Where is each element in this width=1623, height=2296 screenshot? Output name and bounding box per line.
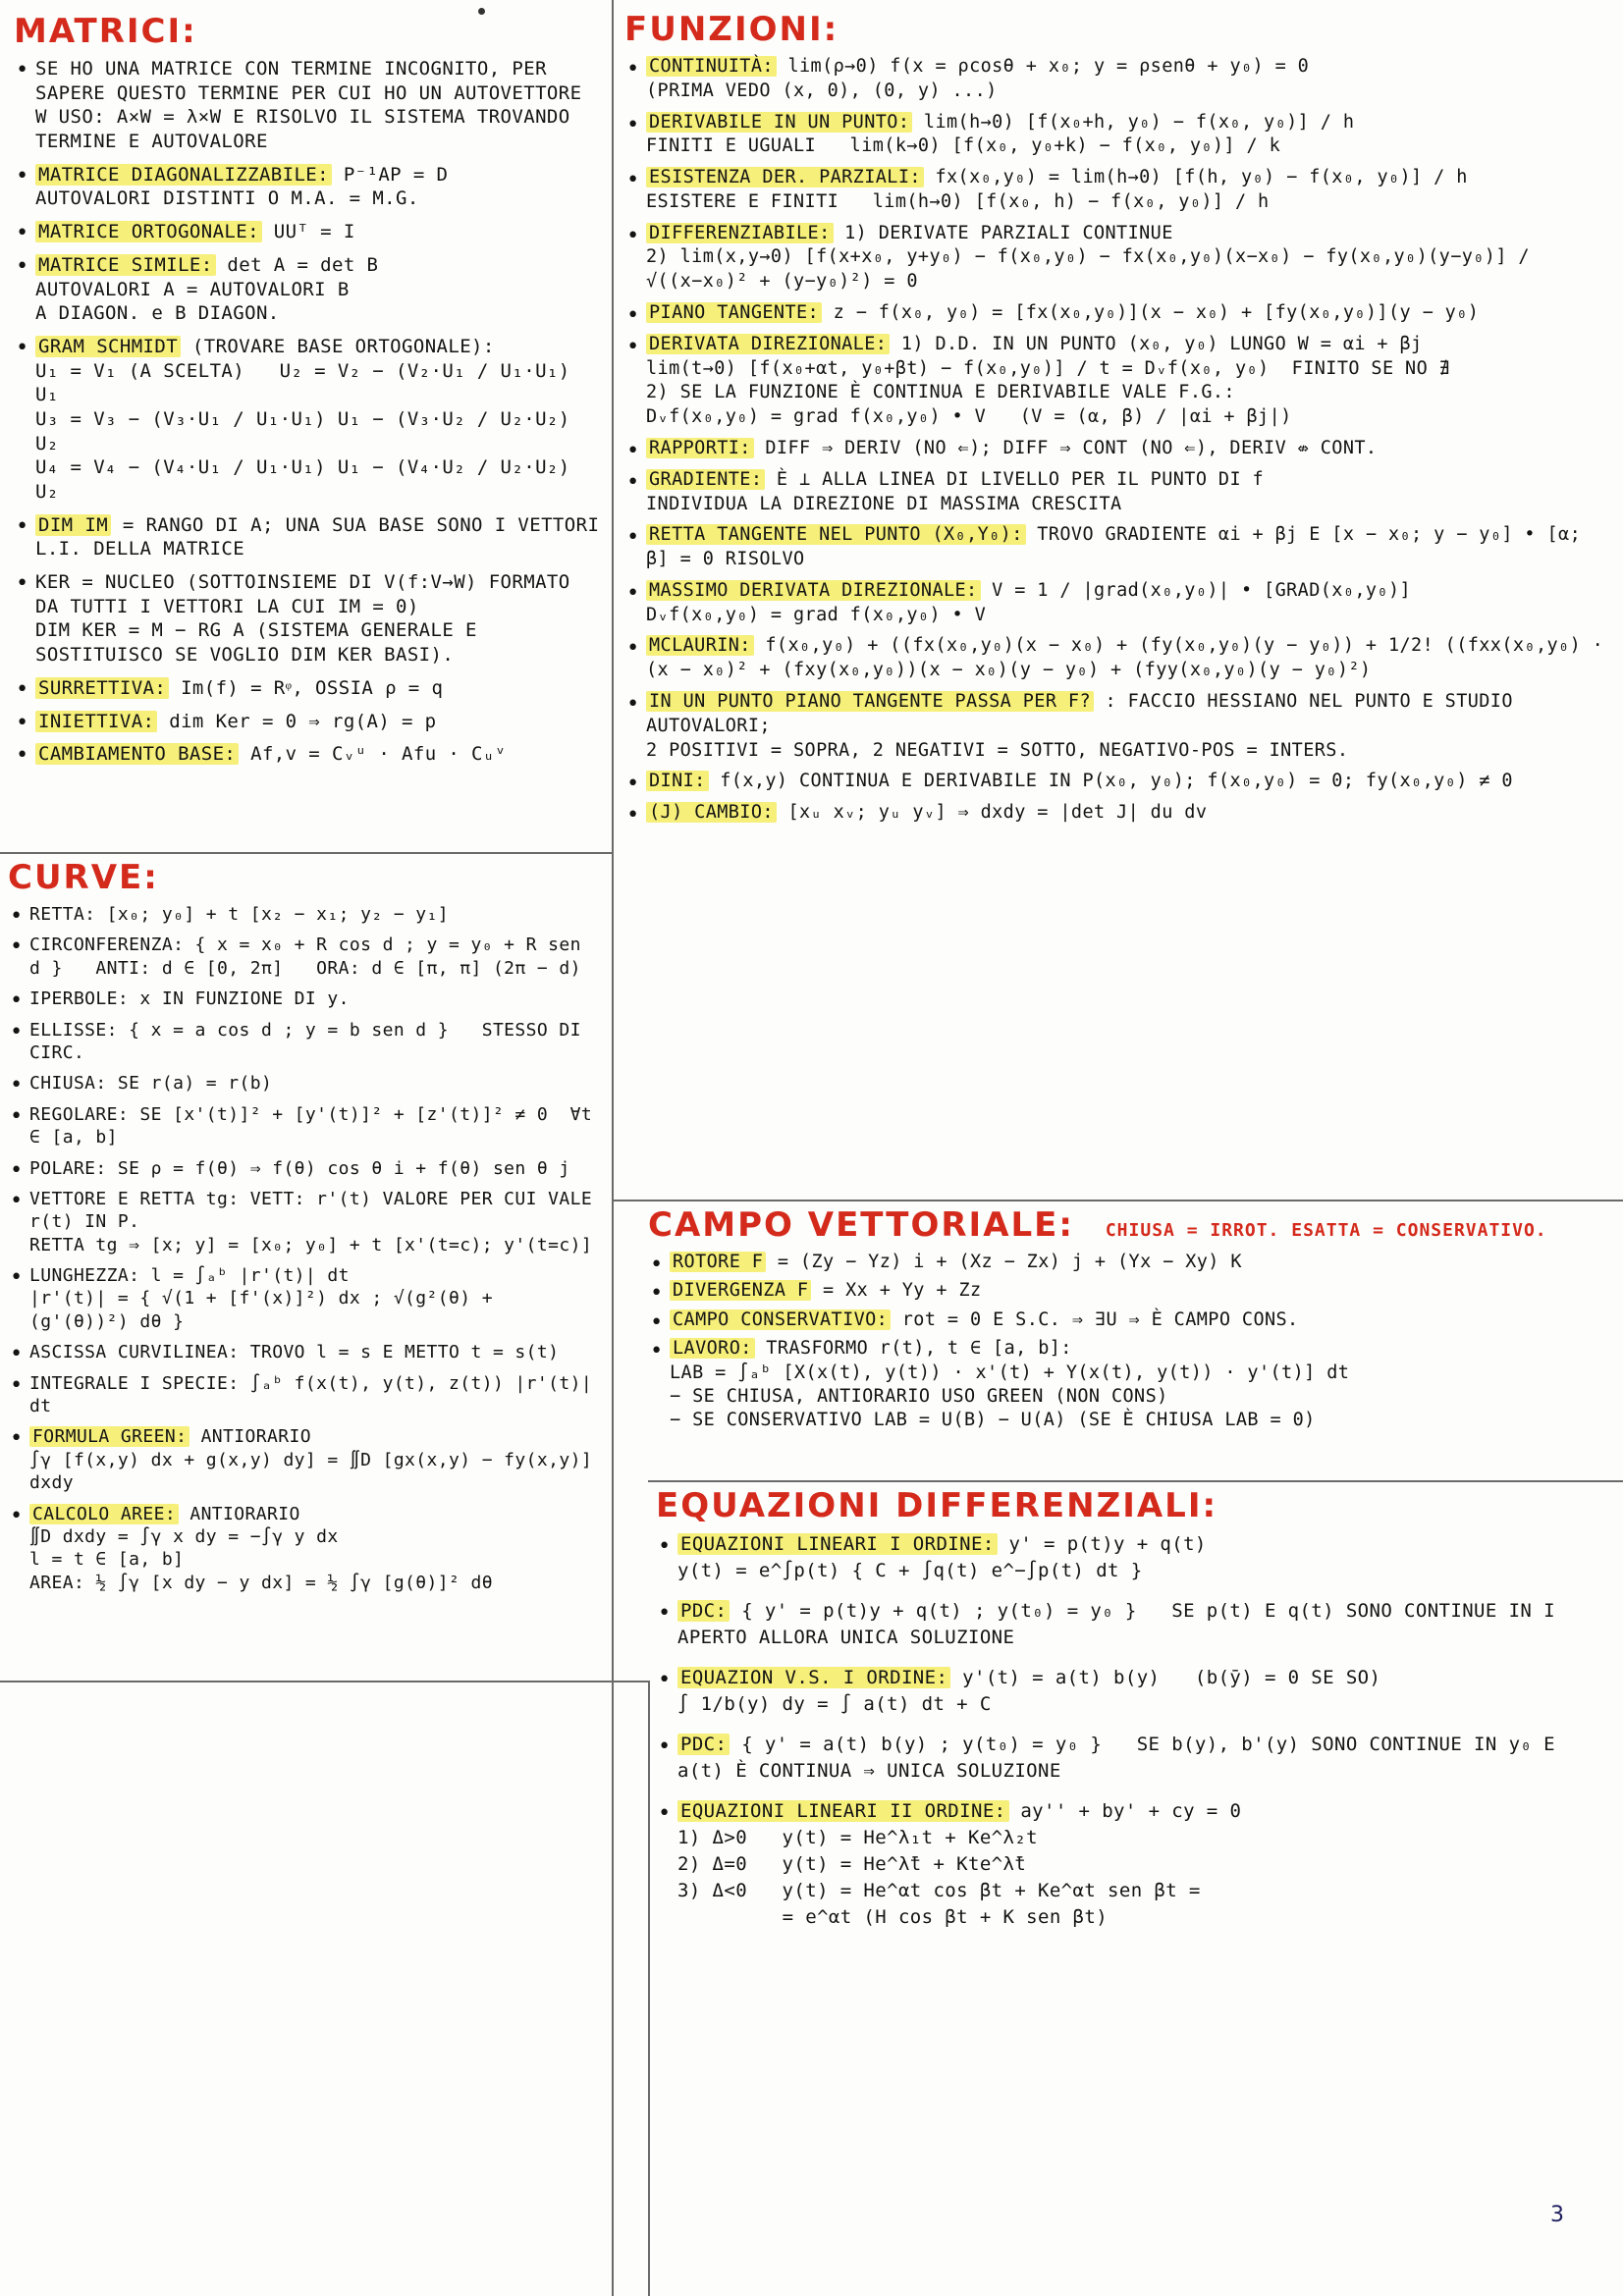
page-number: 3 (1550, 2203, 1564, 2227)
funzioni-item (624, 690, 1606, 763)
campo-list (648, 1251, 1610, 1433)
section-title-matrici: MATRICI: (14, 12, 197, 51)
matrici-item-text: det A = det B AUTOVALORI A = AUTOVALORI B A DIAGON. e B DIAGON. (35, 253, 379, 325)
funzioni-item (624, 301, 1606, 326)
equazioni-item-label: PDC: (677, 1734, 730, 1755)
divider-matrici-curve (0, 852, 613, 854)
funzioni-item-label: DINI: (646, 771, 709, 791)
section-campo-vettoriale (648, 1205, 1610, 1438)
matrici-item (14, 163, 603, 211)
matrici-item-text: UUᵀ = I (261, 221, 355, 243)
funzioni-item-label: DIFFERENZIABILE: (646, 223, 834, 243)
matrici-item (14, 335, 603, 505)
funzioni-item-label: MCLAURIN: (646, 635, 754, 656)
campo-item (648, 1279, 1610, 1303)
campo-item (648, 1308, 1610, 1332)
campo-item-label: CAMPO CONSERVATIVO: (670, 1309, 891, 1330)
matrici-item (14, 710, 603, 734)
curve-item (8, 988, 603, 1010)
campo-item-label: DIVERGENZA F (670, 1280, 811, 1301)
funzioni-item (624, 166, 1606, 215)
section-funzioni (624, 10, 1615, 832)
curve-item-text: ELLISSE: { x = a cos d ; y = b sen d } STESSO DI CIRC. (29, 1019, 593, 1063)
funzioni-item-text: lim(ρ→0) f(x = ρcosθ + x₀; y = ρsenθ + y₀) = 0 (PRIMA VEDO (x, 0), (0, y) ...) (646, 56, 1310, 101)
campo-item-text: TRASFORMO r(t), t ∈ [a, b]: LAB = ∫ₐᵇ [X(x(t), y(t)) · x'(t) + Y(x(t), y(t)) · y'(t)] dt − SE CHIUSA, ANTIORARIO USO GREEN (NON CONS) − SE CONSERVATIVO LAB = U(B) − U(A) (SE È CHIUSA LAB = 0) (670, 1338, 1350, 1431)
funzioni-item (624, 579, 1606, 628)
curve-item (8, 1188, 603, 1256)
matrici-item-text: P⁻¹AP = D AUTOVALORI DISTINTI O M.A. = M.G. (35, 163, 449, 210)
funzioni-item (624, 222, 1606, 294)
funzioni-item (624, 801, 1606, 826)
matrici-item-text: KER = NUCLEO (SOTTOINSIEME DI V(f:V→W) FORMATO DA TUTTI I VETTORI LA CUI IM = 0) DIM KER = M − RG A (SISTEMA GENERALE E SOSTITUISCO SE VOGLIO DIM KER BASI). (35, 571, 570, 667)
funzioni-item-text: z − f(x₀, y₀) = [fx(x₀,y₀)](x − x₀) + [fy(x₀,y₀)](y − y₀) (822, 302, 1480, 324)
funzioni-item-text: 1) D.D. IN UN PUNTO (x₀, y₀) LUNGO W = αi + βj lim(t→0) [f(x₀+αt, y₀+βt) − f(x₀,y₀)] / t = Dᵥf(x₀, y₀) FINITO SE NO ∄ 2) SE LA FUNZIONE È CONTINUA E DERIVABILE VALE F.G.: Dᵥf(x₀,y₀) = grad f(x₀,y₀) • V (V = (α, β) / |αi + βj|) (646, 333, 1451, 428)
funzioni-item-label: CONTINUITÀ: (646, 56, 777, 77)
curve-item-text: CHIUSA: SE r(a) = r(b) (29, 1073, 273, 1095)
equazioni-item-label: PDC: (677, 1600, 730, 1622)
curve-item (8, 1372, 603, 1418)
funzioni-list (624, 55, 1615, 826)
equazioni-item-text: ay'' + by' + cy = 0 1) Δ>0 y(t) = He^λ₁t + Ke^λ₂t 2) Δ=0 y(t) = He^λ̄t + Kte^λ̄t 3) Δ<0 y(t) = He^αt cos βt + Ke^αt sen βt = = e^αt (H cos βt + K sen βt) (677, 1799, 1242, 1928)
curve-item-text: VETTORE E RETTA tg: VETT: r'(t) VALORE PER CUI VALE r(t) IN P. RETTA tg ⇒ [x; y] = [x₀; y₀] + t [x'(t=c); y'(t=c)] (29, 1188, 593, 1255)
campo-item-label: ROTORE F (670, 1252, 766, 1272)
section-matrici (14, 12, 612, 775)
vertical-divider (612, 0, 614, 2296)
equazioni-item (656, 1798, 1608, 1931)
funzioni-item (624, 437, 1606, 461)
curve-item (8, 1425, 603, 1494)
funzioni-item-label: (J) CAMBIO: (646, 802, 777, 823)
divider-funzioni-campo (613, 1200, 1623, 1201)
curve-item (8, 1157, 603, 1180)
funzioni-item-text: [xᵤ xᵥ; yᵤ yᵥ] ⇒ dxdy = |det J| du dv (776, 802, 1208, 824)
funzioni-item (624, 634, 1615, 683)
vertical-divider-lower (648, 1681, 650, 2296)
funzioni-item (624, 111, 1606, 160)
curve-item (8, 1072, 603, 1095)
campo-item (648, 1337, 1610, 1433)
funzioni-item-text: DIFF ⇒ DERIV (NO ⇐); DIFF ⇒ CONT (NO ⇐), DERIV ⇎ CONT. (753, 437, 1378, 458)
curve-item-text: ANTIORARIO ∬D dxdy = ∫γ x dy = −∫γ y dx l = t ∈ [a, b] AREA: ½ ∫γ [x dy − y dx] = ½ ∫γ [g(θ)]² dθ (29, 1503, 493, 1593)
campo-item-text: = Xx + Yy + Zz (811, 1280, 982, 1302)
funzioni-item (624, 333, 1606, 430)
equazioni-item (656, 1665, 1608, 1718)
curve-item (8, 1341, 603, 1363)
funzioni-item-text: f(x₀,y₀) + ((fx(x₀,y₀)(x − x₀) + (fy(x₀,y₀)(y − y₀)) + 1/2! ((fxx(x₀,y₀) · (x − x₀)² + (fxy(x₀,y₀))(x − x₀)(y − y₀) + (fyy(x₀,y₀)(y − y₀)²) (646, 635, 1615, 681)
divider-curve-bottom (0, 1681, 648, 1682)
section-title-equazioni: EQUAZIONI DIFFERENZIALI: (656, 1486, 1218, 1525)
funzioni-item-label: IN UN PUNTO PIANO TANGENTE PASSA PER F? (646, 691, 1094, 712)
campo-item-text: rot = 0 E S.C. ⇒ ∃U ⇒ È CAMPO CONS. (891, 1308, 1299, 1330)
equazioni-item-label: EQUAZIONI LINEARI I ORDINE: (677, 1533, 998, 1555)
funzioni-item-label: MASSIMO DERIVATA DIREZIONALE: (646, 580, 981, 601)
curve-item-text: ANTIORARIO ∫γ [f(x,y) dx + g(x,y) dy] = ∬D [gx(x,y) − fy(x,y)] dxdy (29, 1426, 593, 1494)
curve-item (8, 1264, 603, 1333)
section-curve (8, 858, 603, 1602)
curve-item-text: LUNGHEZZA: l = ∫ₐᵇ |r'(t)| dt |r'(t)| = { √(1 + [f'(x)]²) dx ; √(g²(θ) + (g'(θ))²) dθ } (29, 1265, 493, 1332)
equazioni-item-label: EQUAZION V.S. I ORDINE: (677, 1667, 950, 1688)
funzioni-item-text: : FACCIO HESSIANO NEL PUNTO E STUDIO AUTOVALORI; 2 POSITIVI = SOPRA, 2 NEGATIVI = SOTTO, NEGATIVO-POS = INTERS. (646, 690, 1513, 761)
section-equazioni-differenziali (656, 1486, 1608, 1945)
campo-item-label: LAVORO: (670, 1338, 755, 1359)
funzioni-item-text: 1) DERIVATE PARZIALI CONTINUE 2) lim(x,y→0) [f(x+x₀, y+y₀) − f(x₀,y₀) − fx(x₀,y₀)(x−x₀) − fy(x₀,y₀)(y−y₀)] / √((x−x₀)² + (y−y₀)²) = 0 (646, 222, 1530, 293)
curve-item (8, 1103, 603, 1149)
matrici-item-label: MATRICE ORTOGONALE: (35, 221, 262, 242)
funzioni-item-label: GRADIENTE: (646, 469, 765, 490)
equazioni-item (656, 1732, 1608, 1785)
section-title-campo (648, 1205, 1610, 1245)
funzioni-item-label: DERIVABILE IN UN PUNTO: (646, 112, 912, 133)
matrici-item-text: Af,v = Cᵥᵘ · Afu · Cᵤᵛ (239, 743, 507, 766)
equazioni-item (656, 1531, 1608, 1584)
matrici-item (14, 676, 603, 701)
matrici-item-text: dim Ker = 0 ⇒ rg(A) = p (157, 710, 437, 732)
equazioni-item-text: { y' = a(t) b(y) ; y(t₀) = y₀ } SE b(y), b'(y) SONO CONTINUE IN y₀ E a(t) È CONTINUA ⇒ UNICA SOLUZIONE (677, 1733, 1567, 1782)
curve-item-text: RETTA: [x₀; y₀] + t [x₂ − x₁; y₂ − y₁] (29, 904, 450, 925)
divider-campo-equazioni (648, 1480, 1623, 1482)
equazioni-item-text: { y' = p(t)y + q(t) ; y(t₀) = y₀ } SE p(t) E q(t) SONO CONTINUE IN I APERTO ALLORA UNICA SOLUZIONE (677, 1599, 1567, 1648)
matrici-item-label: INIETTIVA: (35, 711, 157, 732)
curve-item-text: INTEGRALE I SPECIE: ∫ₐᵇ f(x(t), y(t), z(t)) |r'(t)| dt (29, 1372, 604, 1417)
matrici-item-label: CAMBIAMENTO BASE: (35, 743, 239, 765)
matrici-item-text: (TROVARE BASE ORTOGONALE): U₁ = V₁ (A SCELTA) U₂ = V₂ − (V₂·U₁ / U₁·U₁) U₁ U₃ = V₃ − (V₃·U₁ / U₁·U₁) U₁ − (V₃·U₂ / U₂·U₂) U₂ U₄ = V₄ − (V₄·U₁ / U₁·U₁) U₁ − (V₄·U₂ / U₂·U₂) U₂ (35, 335, 570, 503)
matrici-item (14, 513, 612, 561)
matrici-item (14, 57, 603, 154)
matrici-item (14, 742, 603, 767)
curve-item-text: IPERBOLE: x IN FUNZIONE DI y. (29, 988, 350, 1010)
curve-list (8, 903, 603, 1594)
equazioni-item-text: y' = p(t)y + q(t) y(t) = e^∫p(t) { C + ∫q(t) e^−∫p(t) dt } (677, 1533, 1207, 1581)
curve-item (8, 903, 603, 926)
matrici-item-label: MATRICE SIMILE: (35, 254, 216, 276)
matrici-item-label: GRAM SCHMIDT (35, 336, 181, 357)
curve-item (8, 1503, 603, 1595)
curve-item-text: REGOLARE: SE [x'(t)]² + [y'(t)]² + [z'(t)]² ≠ 0 ∀t ∈ [a, b] (29, 1103, 604, 1148)
campo-header-note: CHIUSA = IRROT. ESATTA = CONSERVATIVO. (1105, 1220, 1547, 1241)
equazioni-list (656, 1531, 1608, 1931)
matrici-item-text: = RANGO DI A; UNA SUA BASE SONO I VETTORI L.I. DELLA MATRICE (35, 513, 612, 561)
funzioni-item-label: DERIVATA DIREZIONALE: (646, 334, 890, 354)
funzioni-item (624, 523, 1606, 572)
curve-item (8, 934, 603, 980)
funzioni-item-text: lim(h→0) [f(x₀+h, y₀) − f(x₀, y₀)] / h FINITI E UGUALI lim(k→0) [f(x₀, y₀+k) − f(x₀, y₀)] / k (646, 111, 1355, 157)
matrici-item-text: SE HO UNA MATRICE CON TERMINE INCOGNITO, PER SAPERE QUESTO TERMINE PER CUI HO UN AUTOVETTORE W USO: A×W = λ×W E RISOLVO IL SISTEMA TROVANDO TERMINE E AUTOVALORE (35, 58, 594, 153)
matrici-list (14, 57, 612, 767)
curve-item-label: CALCOLO AREE: (29, 1504, 179, 1524)
matrici-item (14, 220, 603, 244)
campo-item (648, 1251, 1610, 1274)
curve-item-text: CIRCONFERENZA: { x = x₀ + R cos d ; y = y₀ + R sen d } ANTI: d ∈ [0, 2π] ORA: d ∈ [π, π] (2π − d) (29, 934, 593, 979)
section-title-curve: CURVE: (8, 858, 159, 897)
campo-item-text: = (Zy − Yz) i + (Xz − Zx) j + (Yx − Xy) K (766, 1252, 1242, 1272)
funzioni-item (624, 55, 1606, 104)
funzioni-item (624, 770, 1606, 794)
matrici-item-label: MATRICE DIAGONALIZZABILE: (35, 164, 332, 186)
funzioni-item-text: fx(x₀,y₀) = lim(h→0) [f(h, y₀) − f(x₀, y₀)] / h ESISTERE E FINITI lim(h→0) [f(x₀, h) − f(x₀, y₀)] / h (646, 167, 1468, 212)
curve-item-text: POLARE: SE ρ = f(θ) ⇒ f(θ) cos θ i + f(θ) sen θ j (29, 1157, 570, 1179)
matrici-item (14, 570, 603, 667)
matrici-item-label: DIM IM (35, 514, 111, 536)
funzioni-item-text: V = 1 / |grad(x₀,y₀)| • [GRAD(x₀,y₀)] Dᵥf(x₀,y₀) = grad f(x₀,y₀) • V (646, 579, 1412, 625)
funzioni-item-label: RAPPORTI: (646, 438, 754, 458)
matrici-item-text: Im(f) = Rᵠ, OSSIA ρ = q (169, 676, 444, 699)
funzioni-item-label: ESISTENZA DER. PARZIALI: (646, 167, 924, 187)
funzioni-item-text: È ⊥ ALLA LINEA DI LIVELLO PER IL PUNTO DI f INDIVIDUA LA DIREZIONE DI MASSIMA CRESCITA (646, 468, 1265, 514)
equazioni-item-text: y'(t) = a(t) b(y) (b(ȳ) = 0 SE SO) ∫ 1/b(y) dy = ∫ a(t) dt + C (677, 1666, 1381, 1715)
funzioni-item-label: PIANO TANGENTE: (646, 302, 822, 323)
funzioni-item-label: RETTA TANGENTE NEL PUNTO (X₀,Y₀): (646, 524, 1026, 545)
section-title-funzioni: FUNZIONI: (624, 10, 839, 49)
curve-item-text: ASCISSA CURVILINEA: TROVO l = s E METTO t = s(t) (29, 1342, 560, 1363)
campo-title-text: CAMPO VETTORIALE: (648, 1205, 1074, 1245)
equazioni-item (656, 1598, 1608, 1651)
funzioni-item-text: f(x,y) CONTINUA E DERIVABILE IN P(x₀, y₀); f(x₀,y₀) = 0; fy(x₀,y₀) ≠ 0 (708, 771, 1513, 792)
matrici-item-label: SURRETTIVA: (35, 677, 169, 699)
curve-item (8, 1019, 603, 1065)
funzioni-item-text: TROVO GRADIENTE αi + βj E [x − x₀; y − y₀] • [α; β] = 0 RISOLVO (646, 524, 1593, 570)
funzioni-item (624, 468, 1606, 517)
curve-item-label: FORMULA GREEN: (29, 1426, 189, 1447)
equazioni-item-label: EQUAZIONI LINEARI II ORDINE: (677, 1800, 1009, 1822)
matrici-item (14, 253, 603, 326)
